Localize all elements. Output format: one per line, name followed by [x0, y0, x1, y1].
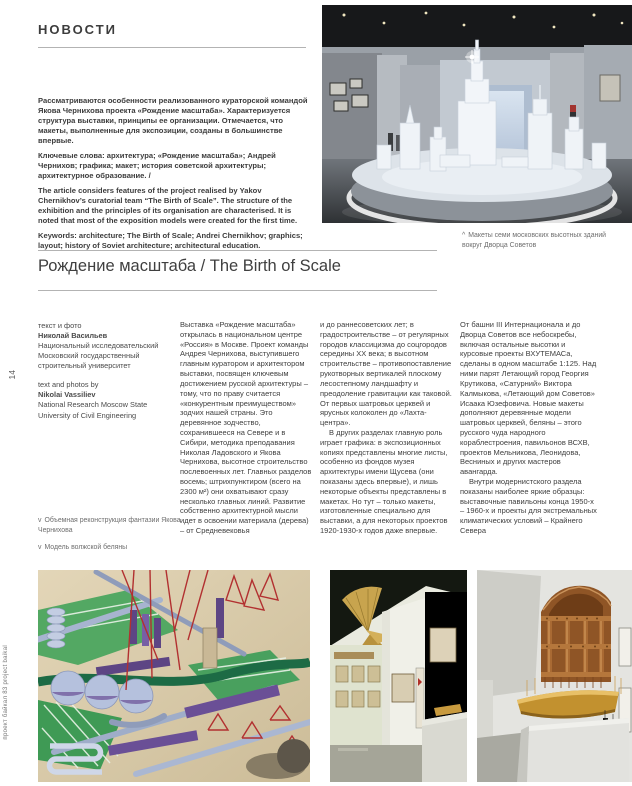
byline-label-en: text and photos by	[38, 380, 99, 390]
journal-edge-label: проект байкал 83 project baikal	[3, 645, 9, 740]
abstract-ru: Рассматриваются особенности реализованного кураторской командой Якова Чернихова проекта «Рождение масштаба». Характеризуется структура выставки, принципы ее организации. Отмечается, что макеты, выполненные для экспозиции, созданы в большинстве впервые.	[38, 96, 308, 146]
arrow-down-icon: v	[38, 544, 42, 551]
beliana-superstructure	[541, 586, 611, 688]
paragraph: От башни III Интернационала и до Дворца Советов все небоскребы, включая остальные высотки и курсовые проекты ВХУТЕМАСа, сделаны в одном масштабе 1:125. Над ними парят Летающий город Георгия Крутикова, «Сатурний» Виктора Калмыкова, «Летающий дом Советов» Исаака Юзефовича. Новые макеты дополняют деревянные модели шатровых церквей, беляны – этого русского чуда народного кораблестроения, павильонов ВСХВ, проектов Мельникова, Леонидова, Весниных и других мастеров авангарда.	[460, 320, 597, 477]
photo-caption-top	[462, 231, 614, 251]
arrow-down-icon: v	[38, 517, 42, 524]
caption-text: Объемная реконструкция фантазии Якова Чернихова	[38, 517, 181, 534]
affiliation-ru-3: строительный университет	[38, 361, 131, 371]
title-divider-bottom	[38, 290, 437, 291]
title-divider-top	[38, 250, 437, 251]
paragraph: В других разделах главную роль играет графика: в экспозиционных копиях представлены многие листы, особенно из фондов музея архитектуры имени Щусева (они показаны здесь впервые), и лишь некоторые объекты представлены в макетах. Но тут – только макеты, изготовленные специально для выставки, а для некоторых проектов 1920-1930-х годов даже впервые.	[320, 427, 448, 536]
body-column-2	[320, 320, 452, 536]
abstract-block	[38, 96, 308, 256]
photo-caption-bottom-2	[38, 543, 198, 553]
arrow-up-icon: ^	[462, 232, 466, 239]
left-gallery-wall	[322, 53, 382, 163]
caption-text: Макеты семи московских высотных зданий вокруг Дворца Советов	[462, 232, 607, 249]
gallery-bird-scene	[330, 570, 467, 782]
abstract-en: The article considers features of the project realised by Yakov Chernikhov’s curatorial team “The Birth of Scale”. The structure of the exhibition and the principles of its organisation are characterised. It is noted that most of the exposition models were created for the first time.	[38, 186, 298, 226]
byline-label-ru: текст и фото	[38, 321, 82, 330]
photo-gallery-bird	[330, 570, 467, 782]
header-divider	[38, 47, 306, 48]
page-title: Рождение масштаба / The Birth of Scale	[38, 257, 341, 275]
paragraph: и до раннесоветских лет; в градостроительстве – от регулярных городов классицизма до соцгородов середины XX века; в высотном строительстве – противопоставление рукотворных вертикалей плоскому лесостепному ландшафту и преодоление гравитации как таковой. От первых шатровых церквей и ярусных колоколен до «Лахта-центра».	[320, 320, 452, 428]
page-number: 14	[7, 370, 17, 380]
framed-picture	[430, 628, 456, 662]
fantasy-model-scene	[38, 570, 310, 782]
shadowed-wall	[477, 570, 541, 698]
keywords-en: Keywords: architecture; The Birth of Scale; Andrei Chernikhov; graphics; layout; history of Soviet architecture; architectural education.	[38, 231, 303, 251]
beliana-scene	[477, 570, 632, 782]
affiliation-ru-1: Национальный исследовательский	[38, 341, 159, 351]
body-column-3	[460, 320, 598, 536]
keywords-ru: Ключевые слова: архитектура; «Рождение масштаба»; Андрей Чернихов; графика; макет; история советской архитектуры; архитектурное образование. /	[38, 151, 276, 181]
exhibition-hall-scene	[322, 5, 632, 223]
photo-chernikhov-fantasy-model	[38, 570, 310, 782]
framed-picture	[392, 674, 414, 702]
affiliation-ru-2: Московский государственный	[38, 351, 140, 361]
photo-caption-bottom-1	[38, 516, 198, 536]
byline-block	[38, 321, 172, 421]
paragraph: Выставка «Рождение масштаба» открылась в национальном центре «Россия» в Москве. Проект команды Андрея Чернихова, выступившего главным куратором и архитектором выставки, посвящен ключевым достижением русской архитектуры – тому, что по праву считается «конкурентным преимуществом» зодчих нашей страны. Это деревянное зодчество, сохранившееся на Севере и в Сибири, методика преподавания Николая Ладовского и Якова Чернихова, высотное строительство послевоенных лет. Главных разделов восемь; штрихпунктиром (всего на 2300 м²) они охватывают сразу несколько главных линий. Развитие собственно архитектурной мысли идет в освоении материала (дерева) – от Средневековья	[180, 320, 312, 536]
tan-tower	[203, 628, 217, 668]
caption-text: Модель волжской беляны	[44, 544, 128, 551]
wood-beam	[334, 652, 374, 659]
section-header: НОВОСТИ	[38, 22, 118, 37]
museum-pedestal	[517, 718, 629, 782]
ribbed-tower	[47, 608, 65, 648]
body-column-1	[180, 320, 312, 536]
affiliation-en-1: National Research Moscow State	[38, 400, 148, 410]
paragraph: Внутри модернистского раздела показаны наиболее яркие образцы: выставочные павильоны конца 1950-х – 1960-х и проекты для экстремальных климатических условий – Крайнего Севера	[460, 477, 597, 536]
affiliation-en-2: University of Civil Engineering	[38, 410, 137, 420]
exhibition-photo-palace-of-soviets	[322, 5, 632, 223]
author-name-ru: Николай Васильев	[38, 331, 108, 341]
photo-beliana-model	[477, 570, 632, 782]
author-name-en: Nikolai Vassiliev	[38, 390, 96, 400]
